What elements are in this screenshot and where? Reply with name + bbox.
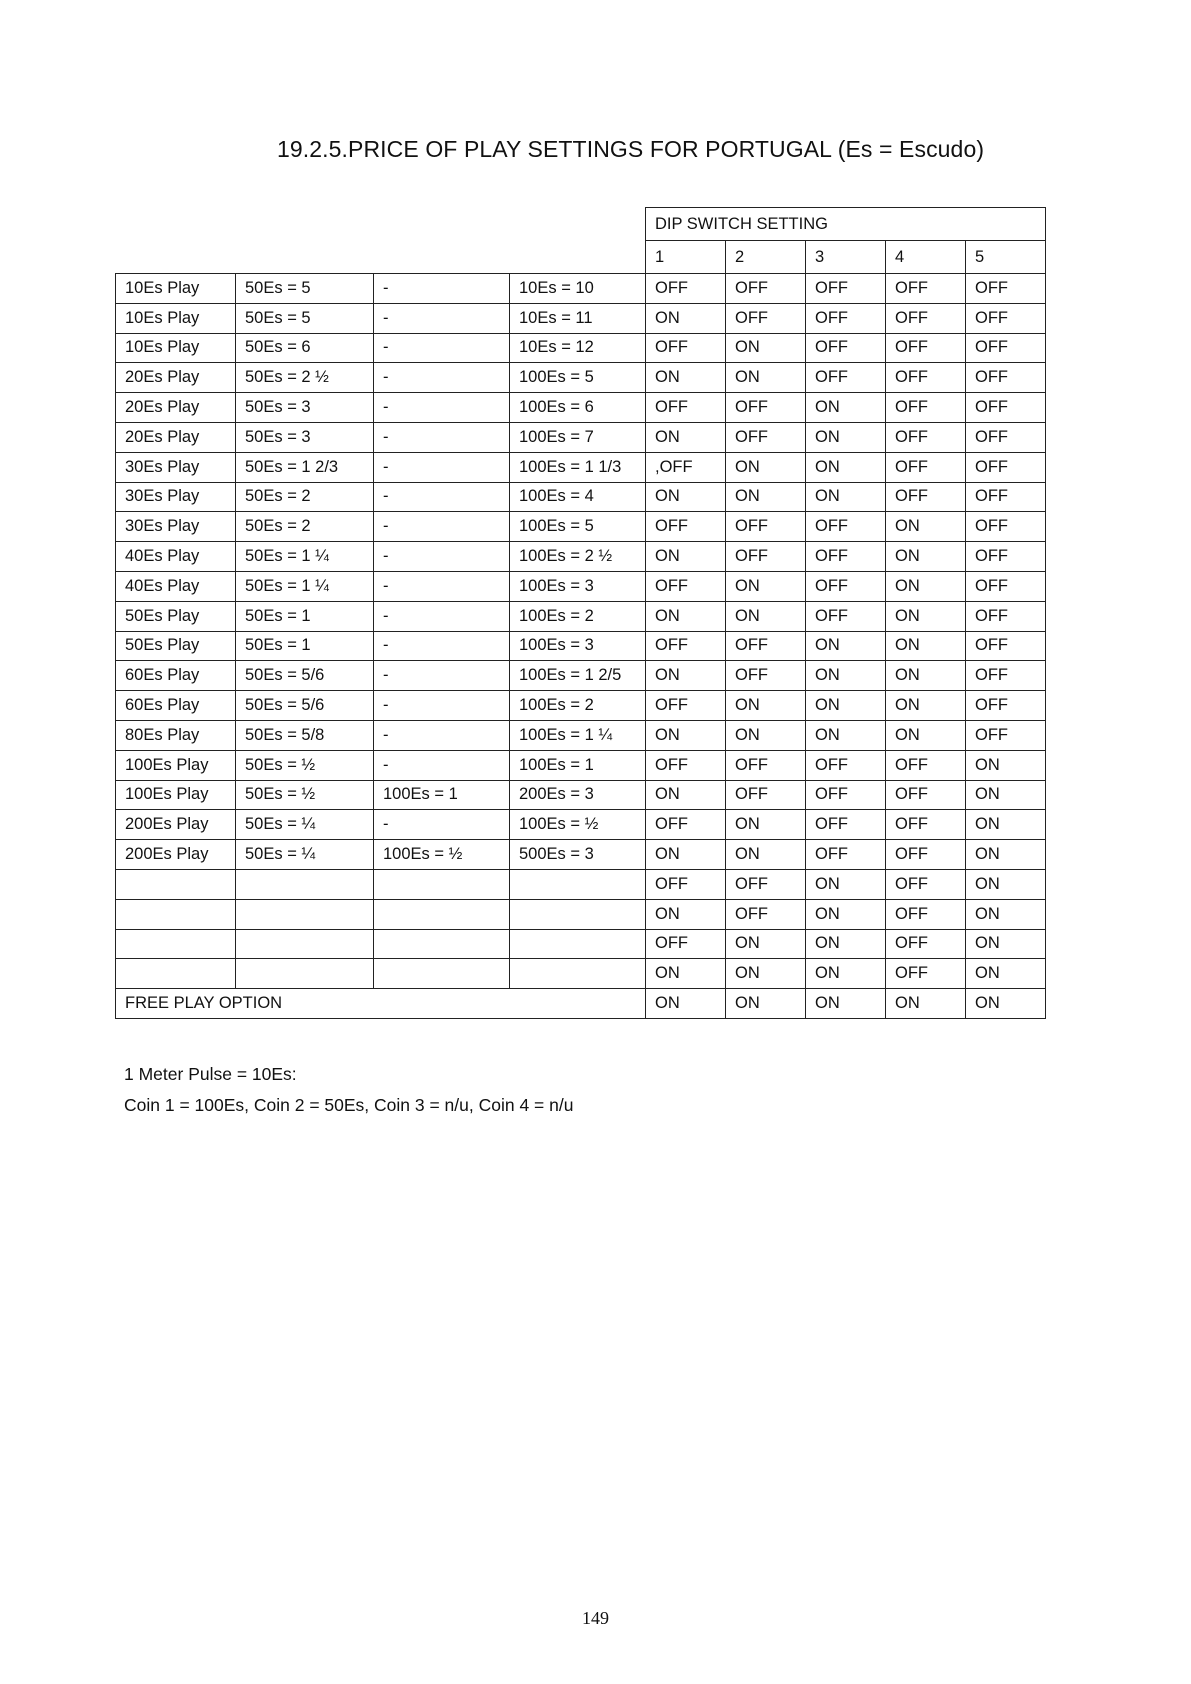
switch-4-cell: OFF bbox=[886, 482, 966, 512]
table-row bbox=[116, 422, 1046, 452]
switch-4-cell: ON bbox=[886, 720, 966, 750]
switch-3-cell: ON bbox=[806, 691, 886, 721]
play-cell: 60Es Play bbox=[116, 691, 236, 721]
coins-cell: 100Es = 1 2/5 bbox=[510, 661, 646, 691]
switch-2-cell: ON bbox=[726, 810, 806, 840]
free-play-switch-2: ON bbox=[726, 989, 806, 1019]
switch-1-cell: ON bbox=[646, 542, 726, 572]
switch-1-cell: OFF bbox=[646, 631, 726, 661]
switch-5-cell: ON bbox=[966, 959, 1046, 989]
switch-1-cell: OFF bbox=[646, 571, 726, 601]
coins-cell: 100Es = 1 1/3 bbox=[510, 452, 646, 482]
switch-3-cell: OFF bbox=[806, 363, 886, 393]
play-cell: 50Es Play bbox=[116, 601, 236, 631]
coin-100-cell bbox=[374, 929, 510, 959]
switch-3-cell: ON bbox=[806, 393, 886, 423]
switch-1-cell: OFF bbox=[646, 750, 726, 780]
table-row bbox=[116, 810, 1046, 840]
switch-5-cell: OFF bbox=[966, 631, 1046, 661]
switch-5-cell: OFF bbox=[966, 303, 1046, 333]
coin-50-cell: 50Es = ¼ bbox=[236, 840, 374, 870]
play-cell: 100Es Play bbox=[116, 750, 236, 780]
price-of-play-table bbox=[115, 207, 1046, 1019]
play-cell: 20Es Play bbox=[116, 393, 236, 423]
table-row bbox=[116, 929, 1046, 959]
switch-4-cell: ON bbox=[886, 661, 966, 691]
play-cell: 30Es Play bbox=[116, 452, 236, 482]
coin-100-cell: - bbox=[374, 333, 510, 363]
play-cell: 30Es Play bbox=[116, 512, 236, 542]
switch-5-cell: OFF bbox=[966, 571, 1046, 601]
switch-5-cell: OFF bbox=[966, 452, 1046, 482]
play-cell: 40Es Play bbox=[116, 571, 236, 601]
play-cell: 10Es Play bbox=[116, 303, 236, 333]
switch-2-cell: ON bbox=[726, 482, 806, 512]
coin-50-cell: 50Es = 1 2/3 bbox=[236, 452, 374, 482]
table-row bbox=[116, 393, 1046, 423]
play-cell bbox=[116, 869, 236, 899]
switch-number-3: 3 bbox=[806, 241, 886, 274]
coin-100-cell bbox=[374, 899, 510, 929]
switch-3-cell: OFF bbox=[806, 750, 886, 780]
meter-pulse-note: 1 Meter Pulse = 10Es: bbox=[124, 1064, 297, 1084]
coin-50-cell: 50Es = 2 ½ bbox=[236, 363, 374, 393]
switch-4-cell: ON bbox=[886, 512, 966, 542]
switch-1-cell: OFF bbox=[646, 869, 726, 899]
switch-3-cell: ON bbox=[806, 929, 886, 959]
switch-5-cell: OFF bbox=[966, 274, 1046, 304]
coin-50-cell bbox=[236, 869, 374, 899]
coin-assignment-note: Coin 1 = 100Es, Coin 2 = 50Es, Coin 3 = n/u, Coin 4 = n/u bbox=[124, 1095, 574, 1115]
coin-50-cell: 50Es = ½ bbox=[236, 750, 374, 780]
switch-4-cell: OFF bbox=[886, 959, 966, 989]
switch-5-cell: OFF bbox=[966, 720, 1046, 750]
switch-2-cell: ON bbox=[726, 720, 806, 750]
switch-3-cell: ON bbox=[806, 661, 886, 691]
switch-1-cell: ON bbox=[646, 482, 726, 512]
switch-3-cell: ON bbox=[806, 482, 886, 512]
switch-3-cell: OFF bbox=[806, 810, 886, 840]
coin-50-cell: 50Es = 2 bbox=[236, 512, 374, 542]
switch-5-cell: ON bbox=[966, 780, 1046, 810]
coin-100-cell: - bbox=[374, 274, 510, 304]
coin-50-cell: 50Es = 3 bbox=[236, 393, 374, 423]
switch-1-cell: ON bbox=[646, 840, 726, 870]
switch-2-cell: OFF bbox=[726, 750, 806, 780]
switch-4-cell: ON bbox=[886, 691, 966, 721]
switch-number-4: 4 bbox=[886, 241, 966, 274]
switch-4-cell: OFF bbox=[886, 393, 966, 423]
play-cell bbox=[116, 959, 236, 989]
table-row bbox=[116, 274, 1046, 304]
switch-5-cell: OFF bbox=[966, 363, 1046, 393]
switch-1-cell: ON bbox=[646, 363, 726, 393]
coin-50-cell: 50Es = 2 bbox=[236, 482, 374, 512]
coins-cell bbox=[510, 959, 646, 989]
switch-2-cell: OFF bbox=[726, 869, 806, 899]
switch-2-cell: OFF bbox=[726, 899, 806, 929]
coins-cell: 100Es = 1 ¼ bbox=[510, 720, 646, 750]
switch-1-cell: ON bbox=[646, 720, 726, 750]
switch-4-cell: OFF bbox=[886, 750, 966, 780]
coin-100-cell: - bbox=[374, 720, 510, 750]
switch-3-cell: OFF bbox=[806, 840, 886, 870]
switch-4-cell: OFF bbox=[886, 452, 966, 482]
switch-5-cell: ON bbox=[966, 810, 1046, 840]
coin-100-cell: - bbox=[374, 601, 510, 631]
switch-4-cell: OFF bbox=[886, 363, 966, 393]
switch-3-cell: OFF bbox=[806, 333, 886, 363]
play-cell: 20Es Play bbox=[116, 422, 236, 452]
free-play-row bbox=[116, 989, 1046, 1019]
switch-4-cell: OFF bbox=[886, 303, 966, 333]
switch-3-cell: ON bbox=[806, 720, 886, 750]
play-cell: 200Es Play bbox=[116, 810, 236, 840]
switch-2-cell: OFF bbox=[726, 274, 806, 304]
switch-5-cell: OFF bbox=[966, 542, 1046, 572]
coin-50-cell: 50Es = 5/8 bbox=[236, 720, 374, 750]
coin-50-cell: 50Es = 5/6 bbox=[236, 691, 374, 721]
play-cell: 10Es Play bbox=[116, 274, 236, 304]
play-cell: 20Es Play bbox=[116, 363, 236, 393]
free-play-switch-4: ON bbox=[886, 989, 966, 1019]
switch-5-cell: OFF bbox=[966, 422, 1046, 452]
switch-3-cell: ON bbox=[806, 899, 886, 929]
coins-cell: 200Es = 3 bbox=[510, 780, 646, 810]
coin-50-cell: 50Es = 1 bbox=[236, 631, 374, 661]
table-row bbox=[116, 899, 1046, 929]
coin-100-cell: - bbox=[374, 303, 510, 333]
coins-cell: 100Es = 5 bbox=[510, 363, 646, 393]
table-row bbox=[116, 303, 1046, 333]
free-play-switch-1: ON bbox=[646, 989, 726, 1019]
switch-2-cell: ON bbox=[726, 959, 806, 989]
coins-cell: 10Es = 10 bbox=[510, 274, 646, 304]
switch-1-cell: ON bbox=[646, 661, 726, 691]
switch-1-cell: OFF bbox=[646, 929, 726, 959]
switch-1-cell: OFF bbox=[646, 393, 726, 423]
play-cell: 50Es Play bbox=[116, 631, 236, 661]
table-row bbox=[116, 363, 1046, 393]
coins-cell: 100Es = 5 bbox=[510, 512, 646, 542]
switch-5-cell: OFF bbox=[966, 482, 1046, 512]
switch-2-cell: OFF bbox=[726, 422, 806, 452]
switch-number-1: 1 bbox=[646, 241, 726, 274]
table-row bbox=[116, 512, 1046, 542]
coin-100-cell: 100Es = 1 bbox=[374, 780, 510, 810]
switch-4-cell: ON bbox=[886, 601, 966, 631]
coin-50-cell: 50Es = 6 bbox=[236, 333, 374, 363]
coin-50-cell: 50Es = 3 bbox=[236, 422, 374, 452]
table-row bbox=[116, 869, 1046, 899]
table-row bbox=[116, 780, 1046, 810]
coins-cell bbox=[510, 869, 646, 899]
switch-3-cell: OFF bbox=[806, 512, 886, 542]
switch-1-cell: OFF bbox=[646, 810, 726, 840]
coins-cell: 10Es = 11 bbox=[510, 303, 646, 333]
table-row bbox=[116, 720, 1046, 750]
coin-50-cell bbox=[236, 929, 374, 959]
switch-1-cell: OFF bbox=[646, 333, 726, 363]
coin-50-cell: 50Es = ¼ bbox=[236, 810, 374, 840]
switch-2-cell: OFF bbox=[726, 512, 806, 542]
switch-1-cell: OFF bbox=[646, 274, 726, 304]
switch-1-cell: ,OFF bbox=[646, 452, 726, 482]
table-body bbox=[116, 274, 1046, 989]
coins-cell: 100Es = 7 bbox=[510, 422, 646, 452]
free-play-label: FREE PLAY OPTION bbox=[116, 989, 646, 1019]
coin-100-cell: - bbox=[374, 393, 510, 423]
switch-5-cell: OFF bbox=[966, 393, 1046, 423]
coin-50-cell: 50Es = 1 bbox=[236, 601, 374, 631]
switch-number-2: 2 bbox=[726, 241, 806, 274]
switch-1-cell: OFF bbox=[646, 691, 726, 721]
switch-5-cell: ON bbox=[966, 929, 1046, 959]
switch-5-cell: OFF bbox=[966, 601, 1046, 631]
coins-cell bbox=[510, 929, 646, 959]
switch-2-cell: ON bbox=[726, 929, 806, 959]
table-row bbox=[116, 959, 1046, 989]
switch-number-5: 5 bbox=[966, 241, 1046, 274]
switch-2-cell: OFF bbox=[726, 393, 806, 423]
switch-3-cell: ON bbox=[806, 422, 886, 452]
coins-cell bbox=[510, 899, 646, 929]
switch-2-cell: ON bbox=[726, 363, 806, 393]
coins-cell: 100Es = 6 bbox=[510, 393, 646, 423]
coin-50-cell: 50Es = 1 ¼ bbox=[236, 542, 374, 572]
coin-100-cell: 100Es = ½ bbox=[374, 840, 510, 870]
coin-100-cell: - bbox=[374, 482, 510, 512]
play-cell: 60Es Play bbox=[116, 661, 236, 691]
table-row bbox=[116, 631, 1046, 661]
coin-50-cell: 50Es = 5 bbox=[236, 303, 374, 333]
coins-cell: 100Es = 2 bbox=[510, 601, 646, 631]
switch-4-cell: OFF bbox=[886, 840, 966, 870]
switch-4-cell: OFF bbox=[886, 810, 966, 840]
coins-cell: 100Es = 4 bbox=[510, 482, 646, 512]
page-title: 19.2.5.PRICE OF PLAY SETTINGS FOR PORTUGAL (Es = Escudo) bbox=[277, 136, 985, 162]
coin-50-cell: 50Es = ½ bbox=[236, 780, 374, 810]
switch-2-cell: OFF bbox=[726, 661, 806, 691]
coin-100-cell: - bbox=[374, 363, 510, 393]
switch-5-cell: ON bbox=[966, 750, 1046, 780]
switch-4-cell: ON bbox=[886, 631, 966, 661]
table-row bbox=[116, 750, 1046, 780]
coins-cell: 100Es = 2 ½ bbox=[510, 542, 646, 572]
switch-1-cell: ON bbox=[646, 303, 726, 333]
table-row bbox=[116, 452, 1046, 482]
play-cell bbox=[116, 929, 236, 959]
switch-1-cell: ON bbox=[646, 899, 726, 929]
switch-5-cell: OFF bbox=[966, 691, 1046, 721]
switch-5-cell: ON bbox=[966, 899, 1046, 929]
switch-4-cell: ON bbox=[886, 542, 966, 572]
coin-100-cell: - bbox=[374, 542, 510, 572]
coin-100-cell: - bbox=[374, 512, 510, 542]
switch-2-cell: ON bbox=[726, 601, 806, 631]
header-row-switch-numbers bbox=[116, 241, 1046, 274]
switch-3-cell: OFF bbox=[806, 274, 886, 304]
switch-2-cell: ON bbox=[726, 840, 806, 870]
switch-4-cell: OFF bbox=[886, 422, 966, 452]
coins-cell: 100Es = 1 bbox=[510, 750, 646, 780]
coin-100-cell: - bbox=[374, 661, 510, 691]
play-cell: 40Es Play bbox=[116, 542, 236, 572]
play-cell: 10Es Play bbox=[116, 333, 236, 363]
switch-5-cell: OFF bbox=[966, 512, 1046, 542]
switch-1-cell: OFF bbox=[646, 512, 726, 542]
play-cell: 80Es Play bbox=[116, 720, 236, 750]
switch-2-cell: OFF bbox=[726, 780, 806, 810]
switch-3-cell: OFF bbox=[806, 601, 886, 631]
free-play-switch-5: ON bbox=[966, 989, 1046, 1019]
switch-3-cell: ON bbox=[806, 631, 886, 661]
coins-cell: 100Es = 3 bbox=[510, 571, 646, 601]
switch-2-cell: ON bbox=[726, 571, 806, 601]
switch-4-cell: OFF bbox=[886, 780, 966, 810]
switch-5-cell: OFF bbox=[966, 661, 1046, 691]
switch-3-cell: ON bbox=[806, 452, 886, 482]
table-row bbox=[116, 571, 1046, 601]
page-number: 149 bbox=[582, 1608, 609, 1628]
coin-100-cell: - bbox=[374, 571, 510, 601]
switch-3-cell: OFF bbox=[806, 780, 886, 810]
switch-4-cell: OFF bbox=[886, 274, 966, 304]
switch-5-cell: OFF bbox=[966, 333, 1046, 363]
switch-4-cell: ON bbox=[886, 571, 966, 601]
coins-cell: 500Es = 3 bbox=[510, 840, 646, 870]
coins-cell: 10Es = 12 bbox=[510, 333, 646, 363]
play-cell: 200Es Play bbox=[116, 840, 236, 870]
switch-2-cell: OFF bbox=[726, 542, 806, 572]
play-cell: 100Es Play bbox=[116, 780, 236, 810]
switch-5-cell: ON bbox=[966, 869, 1046, 899]
switch-3-cell: OFF bbox=[806, 303, 886, 333]
switch-4-cell: OFF bbox=[886, 333, 966, 363]
play-cell bbox=[116, 899, 236, 929]
switch-2-cell: ON bbox=[726, 333, 806, 363]
switch-1-cell: ON bbox=[646, 959, 726, 989]
table-row bbox=[116, 601, 1046, 631]
coins-cell: 100Es = 2 bbox=[510, 691, 646, 721]
header-row-dip bbox=[116, 208, 1046, 241]
switch-1-cell: ON bbox=[646, 422, 726, 452]
coin-100-cell: - bbox=[374, 631, 510, 661]
coin-100-cell: - bbox=[374, 750, 510, 780]
switch-2-cell: OFF bbox=[726, 303, 806, 333]
switch-1-cell: ON bbox=[646, 601, 726, 631]
switch-2-cell: OFF bbox=[726, 631, 806, 661]
coins-cell: 100Es = ½ bbox=[510, 810, 646, 840]
switch-2-cell: ON bbox=[726, 691, 806, 721]
table-row bbox=[116, 691, 1046, 721]
coin-100-cell bbox=[374, 959, 510, 989]
switch-4-cell: OFF bbox=[886, 899, 966, 929]
coin-100-cell: - bbox=[374, 422, 510, 452]
coin-50-cell: 50Es = 5/6 bbox=[236, 661, 374, 691]
coin-50-cell bbox=[236, 899, 374, 929]
switch-4-cell: OFF bbox=[886, 869, 966, 899]
table-row bbox=[116, 542, 1046, 572]
dip-switch-header: DIP SWITCH SETTING bbox=[646, 208, 1046, 241]
coin-100-cell: - bbox=[374, 452, 510, 482]
switch-3-cell: ON bbox=[806, 869, 886, 899]
switch-2-cell: ON bbox=[726, 452, 806, 482]
table-row bbox=[116, 840, 1046, 870]
coin-100-cell: - bbox=[374, 691, 510, 721]
switch-4-cell: OFF bbox=[886, 929, 966, 959]
switch-3-cell: OFF bbox=[806, 542, 886, 572]
coin-50-cell bbox=[236, 959, 374, 989]
play-cell: 30Es Play bbox=[116, 482, 236, 512]
switch-1-cell: ON bbox=[646, 780, 726, 810]
table-row bbox=[116, 482, 1046, 512]
table-row bbox=[116, 333, 1046, 363]
coin-100-cell bbox=[374, 869, 510, 899]
coins-cell: 100Es = 3 bbox=[510, 631, 646, 661]
free-play-switch-3: ON bbox=[806, 989, 886, 1019]
switch-3-cell: OFF bbox=[806, 571, 886, 601]
table-row bbox=[116, 661, 1046, 691]
coin-50-cell: 50Es = 5 bbox=[236, 274, 374, 304]
switch-5-cell: ON bbox=[966, 840, 1046, 870]
coin-100-cell: - bbox=[374, 810, 510, 840]
coin-50-cell: 50Es = 1 ¼ bbox=[236, 571, 374, 601]
switch-3-cell: ON bbox=[806, 959, 886, 989]
